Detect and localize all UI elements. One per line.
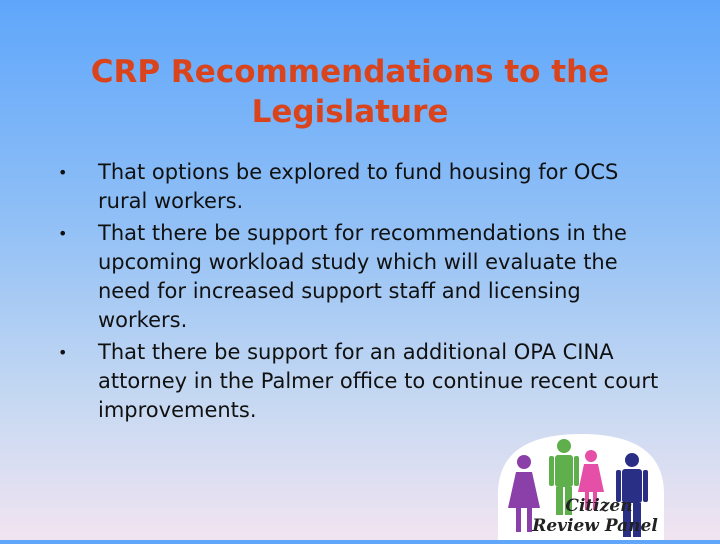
bullet-icon: • — [58, 343, 68, 362]
slide-title: CRP Recommendations to the Legislature — [90, 54, 610, 130]
bullet-item — [52, 338, 672, 425]
bullet-item — [52, 219, 672, 335]
logo-text-citizen: Citizen — [565, 496, 633, 516]
bullet-text: That options be explored to fund housing for OCS rural workers. — [98, 160, 619, 213]
bullet-list — [52, 158, 672, 428]
bullet-text: That there be support for an additional OPA CINA attorney in the Palmer office to continue recent court improvements. — [98, 340, 659, 422]
bullet-text: That there be support for recommendations in the upcoming workload study which will evaluate the need for increased support staff and licensing workers. — [98, 221, 627, 332]
bullet-item — [52, 158, 672, 216]
bullet-icon: • — [58, 224, 68, 243]
citizen-review-panel-logo — [498, 434, 664, 540]
bullet-icon: • — [58, 163, 68, 182]
logo-text-review-panel: Review Panel — [532, 516, 658, 536]
